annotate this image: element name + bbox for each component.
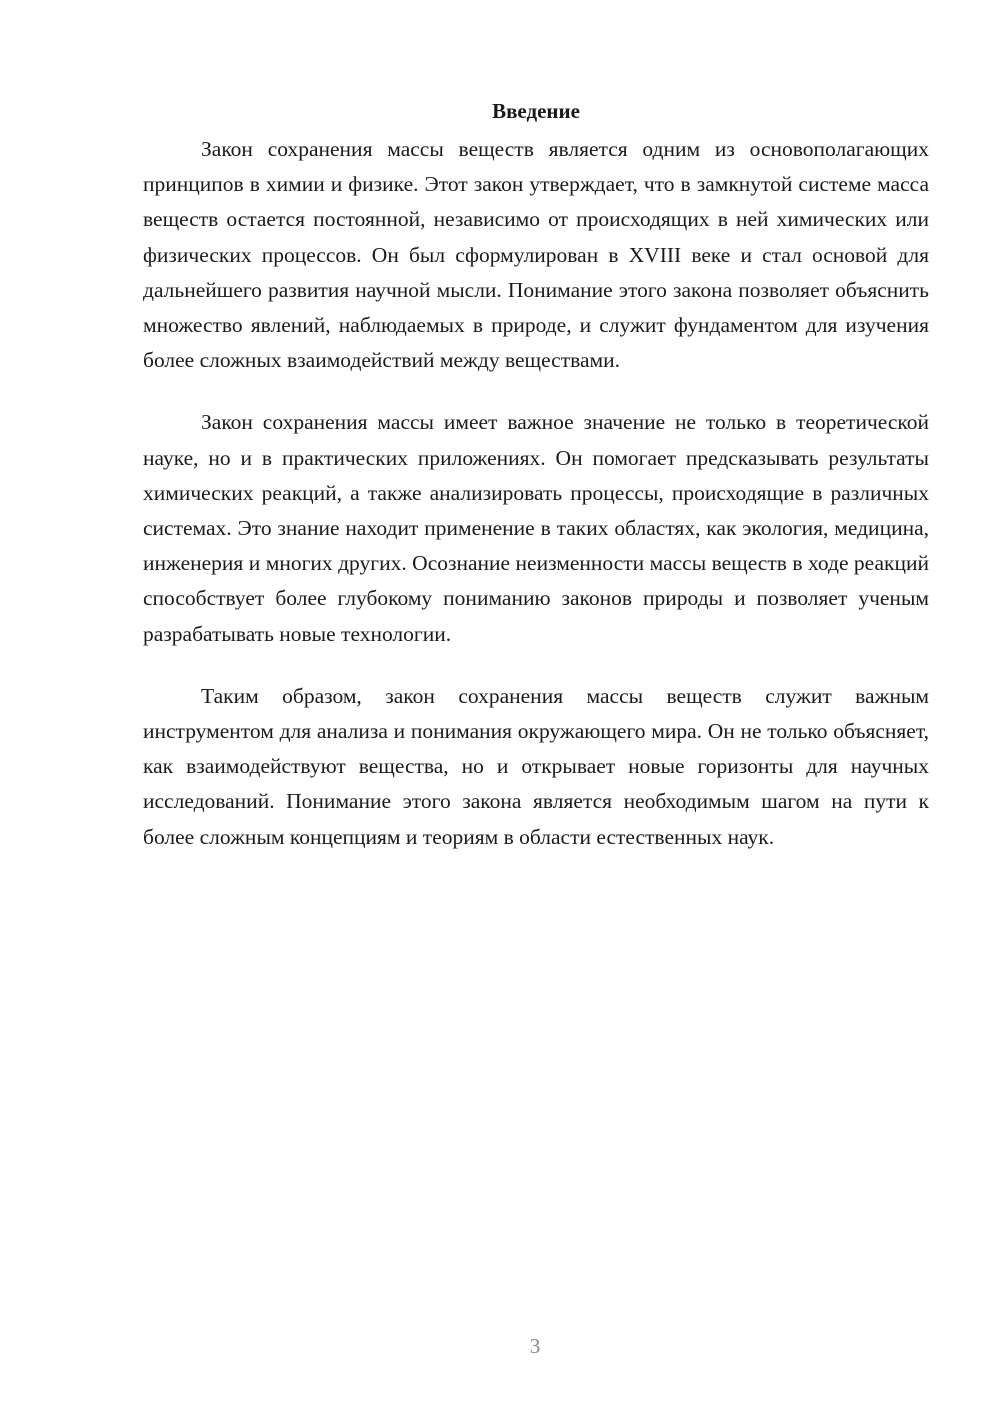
page-number: 3	[529, 1334, 541, 1358]
section-heading: Введение	[492, 99, 580, 123]
paragraph-3: Таким образом, закон сохранения массы веществ служит важным инструментом для анализа и понимания окружающего мира. Он не только объясняет, как взаимодействуют вещества, но и открывает новые горизонты для научных исследований. Понимание этого закона является необходимым шагом на пути к более сложным концепциям и теориям в области естественных наук.	[143, 683, 929, 849]
page-body	[143, 96, 929, 855]
paragraph-1: Закон сохранения массы веществ является одним из основополагающих принципов в химии и физике. Этот закон утверждает, что в замкнутой системе масса веществ остается постоянной, независимо от происходящих в ней химических или физических процессов. Он был сформулирован в XVIII веке и стал основой для дальнейшего развития научной мысли. Понимание этого закона позволяет объяснить множество явлений, наблюдаемых в природе, и служит фундаментом для изучения более сложных взаимодействий между веществами.	[143, 137, 929, 373]
paragraph-2: Закон сохранения массы имеет важное значение не только в теоретической науке, но и в практических приложениях. Он помогает предсказывать результаты химических реакций, а также анализировать процессы, происходящие в различных системах. Это знание находит применение в таких областях, как экология, медицина, инженерия и многих других. Осознание неизменности массы веществ в ходе реакций способствует более глубокому пониманию законов природы и позволяет ученым разрабатывать новые технологии.	[143, 410, 929, 646]
